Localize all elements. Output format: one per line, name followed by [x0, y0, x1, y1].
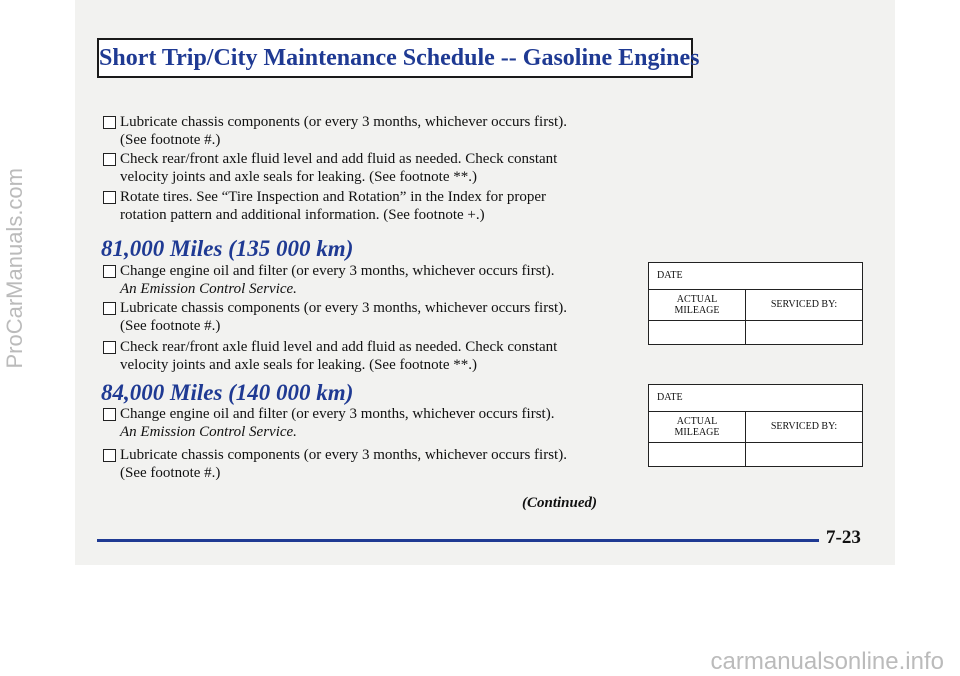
continued-label: (Continued)	[522, 495, 598, 511]
footer-rule	[97, 539, 819, 542]
checkbox-icon[interactable]	[103, 341, 116, 354]
page-title: Short Trip/City Maintenance Schedule -- Gasoline Engines	[99, 45, 700, 71]
actual-mileage-header: ACTUAL MILEAGE	[649, 290, 746, 320]
item-text: Lubricate chassis components (or every 3 months, whichever occurs first).	[120, 114, 567, 130]
mileage-heading: 81,000 Miles (135 000 km)	[101, 236, 354, 261]
actual-mileage-header: ACTUAL MILEAGE	[649, 412, 746, 442]
item-text: Check rear/front axle fluid level and add fluid as needed. Check constant	[120, 339, 558, 355]
item-text: Change engine oil and filter (or every 3 months, whichever occurs first).	[120, 263, 555, 279]
item-text: Lubricate chassis components (or every 3 months, whichever occurs first).	[120, 300, 567, 316]
serviced-by-header: SERVICED BY:	[770, 299, 838, 310]
item-text-line2: (See footnote #.)	[120, 318, 221, 334]
item-text: Rotate tires. See “Tire Inspection and Rotation” in the Index for proper	[120, 189, 546, 205]
emission-note: An Emission Control Service.	[120, 424, 297, 440]
page-number: 7-23	[826, 527, 861, 548]
checkbox-icon[interactable]	[103, 265, 116, 278]
mileage-heading: 84,000 Miles (140 000 km)	[101, 380, 354, 405]
service-record-table	[648, 262, 863, 345]
emission-note: An Emission Control Service.	[120, 281, 297, 297]
checkbox-icon[interactable]	[103, 449, 116, 462]
item-text: Check rear/front axle fluid level and add fluid as needed. Check constant	[120, 151, 558, 167]
date-cell[interactable]: DATE	[649, 263, 862, 290]
mileage-entry-cell[interactable]	[649, 443, 746, 466]
item-text-line2: (See footnote #.)	[120, 465, 221, 481]
side-watermark: ProCarManuals.com	[2, 168, 27, 369]
item-text-line2: rotation pattern and additional information. (See footnote +.)	[120, 207, 485, 223]
title-box	[97, 38, 700, 78]
serviced-by-header: SERVICED BY:	[770, 421, 838, 432]
checkbox-icon[interactable]	[103, 408, 116, 421]
item-text-line2: velocity joints and axle seals for leaking. (See footnote **.)	[120, 357, 477, 373]
item-text-line2: velocity joints and axle seals for leaking. (See footnote **.)	[120, 169, 477, 185]
footer-watermark: carmanualsonline.info	[710, 648, 944, 675]
item-text: Change engine oil and filter (or every 3 months, whichever occurs first).	[120, 406, 555, 422]
checkbox-icon[interactable]	[103, 191, 116, 204]
item-text-line2: (See footnote #.)	[120, 132, 221, 148]
date-cell[interactable]: DATE	[649, 385, 862, 412]
serviced-by-entry-cell[interactable]	[746, 321, 862, 344]
item-text: Lubricate chassis components (or every 3 months, whichever occurs first).	[120, 447, 567, 463]
checkbox-icon[interactable]	[103, 116, 116, 129]
mileage-entry-cell[interactable]	[649, 321, 746, 344]
checkbox-icon[interactable]	[103, 153, 116, 166]
checkbox-icon[interactable]	[103, 302, 116, 315]
serviced-by-entry-cell[interactable]	[746, 443, 862, 466]
service-record-table	[648, 384, 863, 467]
